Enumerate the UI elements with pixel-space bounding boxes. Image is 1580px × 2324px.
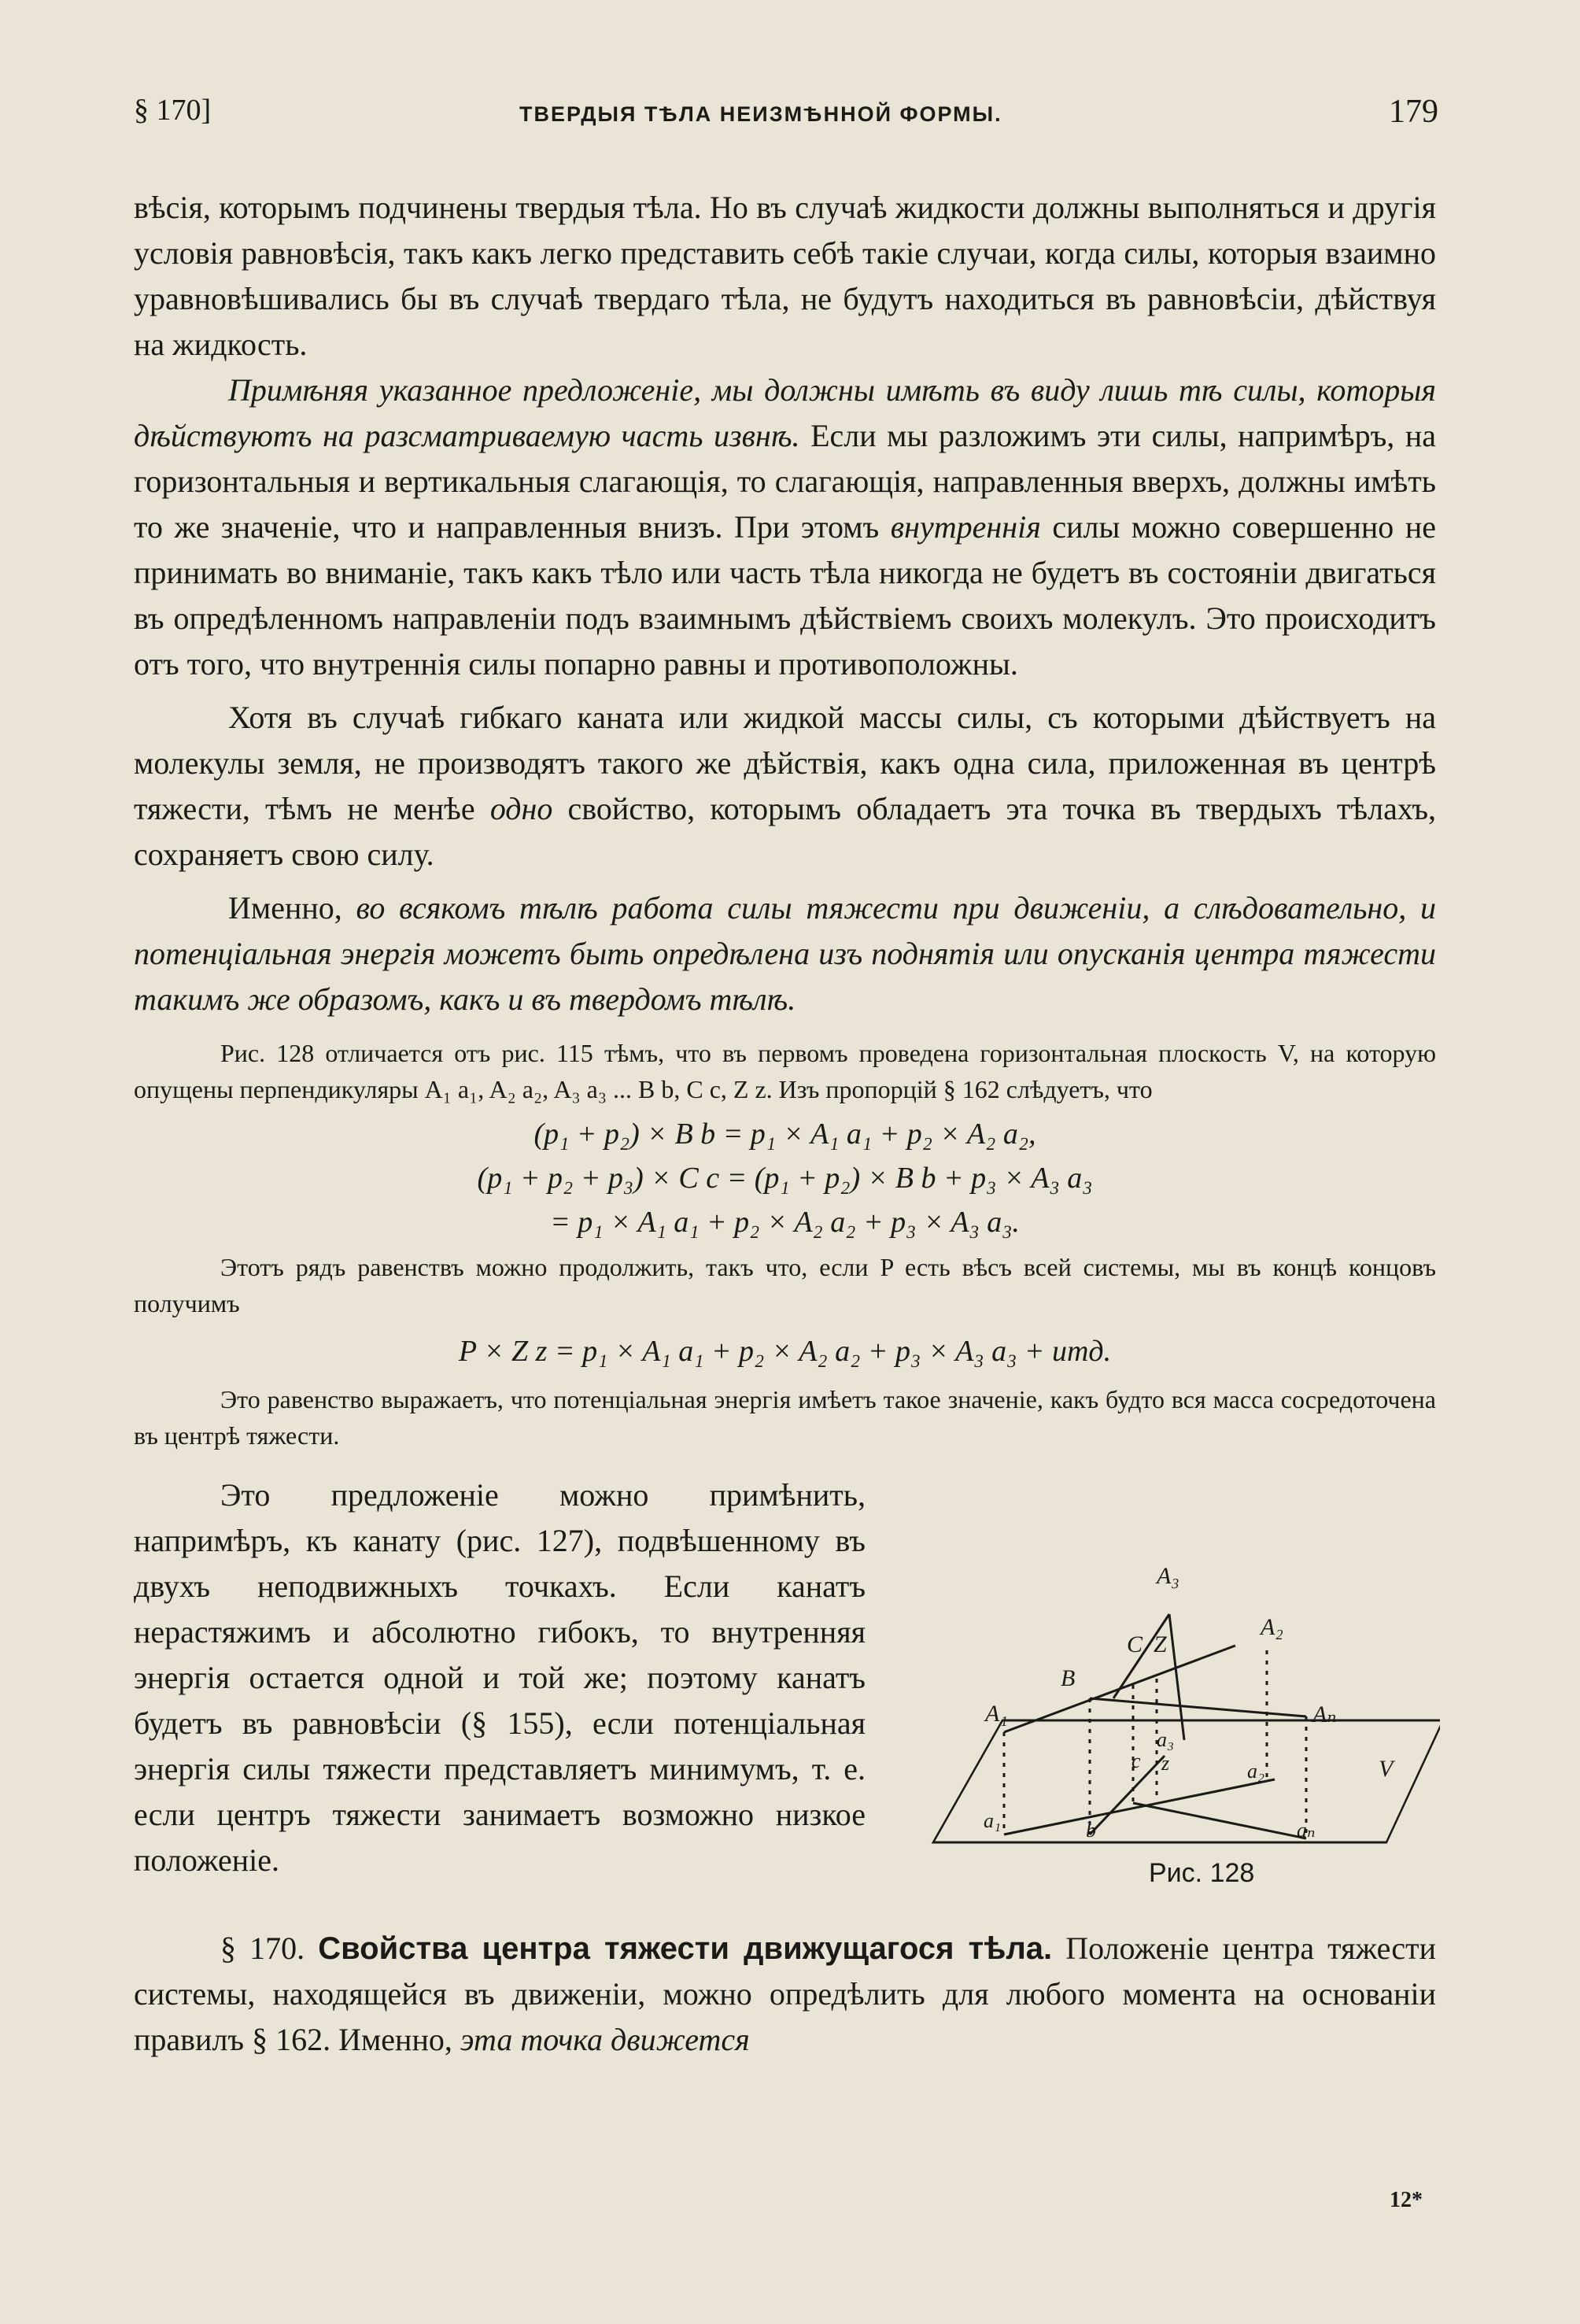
label-a2-lower: a₂ — [1247, 1760, 1265, 1783]
lower-line-1 — [1004, 1779, 1275, 1834]
page-number: 179 — [1389, 94, 1438, 130]
paragraph-4-italic: во всякомъ тѣлѣ работа силы тяжести при движеніи, а слѣдовательно, и потенціальная энергія можетъ быть опредѣлена изъ поднятія или опусканія центра тяжести такимъ же образомъ, какъ и въ твердомъ тѣлѣ. — [134, 890, 1437, 1017]
label-a2: A₂ — [1261, 1614, 1283, 1640]
paragraph-3 — [134, 695, 1436, 878]
paragraph-5: Рис. 128 отличается отъ рис. 115 тѣмъ, что въ первомъ проведена горизонтальная плоскость V, на которую опущены перпендикуляры A₁ a₁, A₂ a₂, A₃ a₃ ... B b, C c, Z z. Изъ пропорцій § 162 слѣдуетъ, что — [134, 1039, 1436, 1103]
label-a1-lower: a₁ — [984, 1809, 1002, 1832]
lower-line-3 — [1133, 1803, 1306, 1838]
plane-v — [933, 1720, 1440, 1842]
equation-1: (p₁ + p₂) × B b = p₁ × A₁ a₁ + p₂ × A₂ a₂, — [533, 1118, 1036, 1151]
paragraph-3-text-c: свойство, которымъ обладаетъ эта точка въ твердыхъ тѣлахъ, сохраняетъ свою силу. — [134, 791, 1437, 872]
header-title: ТВЕРДЫЯ ТѢЛА НЕИЗМѢННОЙ ФОРМЫ. — [519, 102, 1002, 126]
section-title: Свойства центра тяжести движущагося тѣла. — [318, 1931, 1053, 1966]
paragraph-9-text-a: Положеніе центра тяжести системы, находящейся въ движеніи, можно опредѣлить для любого момента на основаніи правилъ § 162. Именно, — [134, 1931, 1437, 2057]
paragraph-3-text-a: Хотя въ случаѣ гибкаго каната или жидкой массы силы, съ которыми дѣйствуетъ на молекулы земля, не производятъ такого же дѣйствія, какъ одна сила, приложенная въ центрѣ тяжести, тѣмъ не менѣе — [134, 700, 1436, 826]
paragraph-2 — [134, 368, 1436, 687]
paragraph-2-text-a: Если мы разложимъ эти силы, напримѣръ, на горизонтальныя и вертикальныя слагающія, то слагающія, направленныя вверхъ, должны имѣть то же значеніе, что и направленныя внизъ. При этомъ — [134, 418, 1436, 545]
paragraph-2-italic: Примѣняя указанное предложеніе, мы должны имѣть въ виду лишь тѣ силы, которыя дѣйствуютъ на разсматриваемую часть извнѣ. — [134, 372, 1436, 453]
paragraph-4-text-a: Именно, — [228, 890, 342, 926]
label-a1: A₁ — [985, 1701, 1008, 1727]
paragraph-6: Этотъ рядъ равенствъ можно продолжить, такъ что, если P есть вѣсъ всей системы, мы въ концѣ концовъ получимъ — [134, 1253, 1436, 1317]
signature-mark: 12* — [1390, 2188, 1423, 2212]
line-b-an — [1090, 1698, 1306, 1716]
figure-caption: Рис. 128 — [1149, 1858, 1255, 1888]
section-number: § 170. — [220, 1931, 305, 1966]
label-a3-lower: a₃ — [1157, 1728, 1175, 1751]
paragraph-2-text-c: силы можно совершенно не принимать во вниманіе, такъ какъ тѣло или часть тѣла никогда не будетъ въ состояніи двигаться въ опредѣленномъ направленіи подъ взаимнымъ дѣйствіемъ своихъ молекулъ. Это происходитъ отъ того, что внутреннія силы попарно равны и противоположны. — [134, 509, 1437, 682]
paragraph-7: Это равенство выражаетъ, что потенціальная энергія имѣетъ такое значеніе, какъ будто вся масса сосредоточена въ центрѣ тяжести. — [134, 1385, 1436, 1450]
label-z-lower: z — [1161, 1752, 1170, 1775]
figure-row — [134, 1472, 1436, 1913]
label-c: C — [1127, 1631, 1143, 1657]
figure-128-diagram — [921, 1465, 1440, 1858]
paragraph-1: вѣсія, которымъ подчинены твердыя тѣла. Но въ случаѣ жидкости должны выполняться и другія условія равновѣсія, такъ какъ легко представить себѣ такіе случаи, когда силы, которыя взаимно уравновѣшивались бы въ случаѣ твердаго тѣла, не будутъ находиться въ равновѣсіи, дѣйствуя на жидкость. — [134, 190, 1436, 362]
paragraph-3-italic: одно — [489, 791, 553, 826]
running-header — [134, 93, 1438, 140]
paragraph-2-italic-word: внутреннія — [890, 509, 1041, 545]
equation-3: = p₁ × A₁ a₁ + p₂ × A₂ a₂ + p₃ × A₃ a₃. — [550, 1206, 1020, 1239]
header-section: § 170] — [134, 94, 212, 127]
label-b-lower: b — [1086, 1819, 1096, 1842]
page-body — [134, 185, 1436, 2063]
label-z: Z — [1154, 1631, 1167, 1657]
label-plane-v: V — [1379, 1756, 1394, 1782]
equation-4: P × Z z = p₁ × A₁ a₁ + p₂ × A₂ a₂ + p₃ × A₃ a₃ + итд. — [458, 1335, 1112, 1368]
paragraph-8: Это предложеніе можно примѣнить, напримѣръ, къ канату (рис. 127), подвѣшенному въ двухъ неподвижныхъ точкахъ. Если канатъ нерастяжимъ и абсолютно гибокъ, то внутренняя энергія остается одной и той же; поэтому канатъ будетъ въ равновѣсіи (§ 155), если потенціальная энергія силы тяжести представляетъ минимумъ, т. е. если центръ тяжести занимаетъ возможно низкое положеніе. — [134, 1477, 866, 1878]
label-an-lower: aₙ — [1297, 1819, 1316, 1842]
equation-block — [134, 1112, 1436, 1244]
paragraph-9-italic: эта точка движется — [460, 2022, 750, 2057]
figure-128 — [921, 1465, 1440, 1905]
lower-line-2 — [1090, 1756, 1165, 1834]
label-c-lower: c — [1131, 1749, 1141, 1772]
label-a3: A₃ — [1157, 1563, 1179, 1589]
equation-2: (p₁ + p₂ + p₃) × C c = (p₁ + p₂) × B b + p₃ × A₃ a₃ — [477, 1162, 1093, 1195]
paragraph-4 — [134, 885, 1436, 1022]
paragraph-9 — [134, 1926, 1436, 2063]
label-b: B — [1061, 1665, 1076, 1691]
label-an: Aₙ — [1312, 1701, 1337, 1727]
